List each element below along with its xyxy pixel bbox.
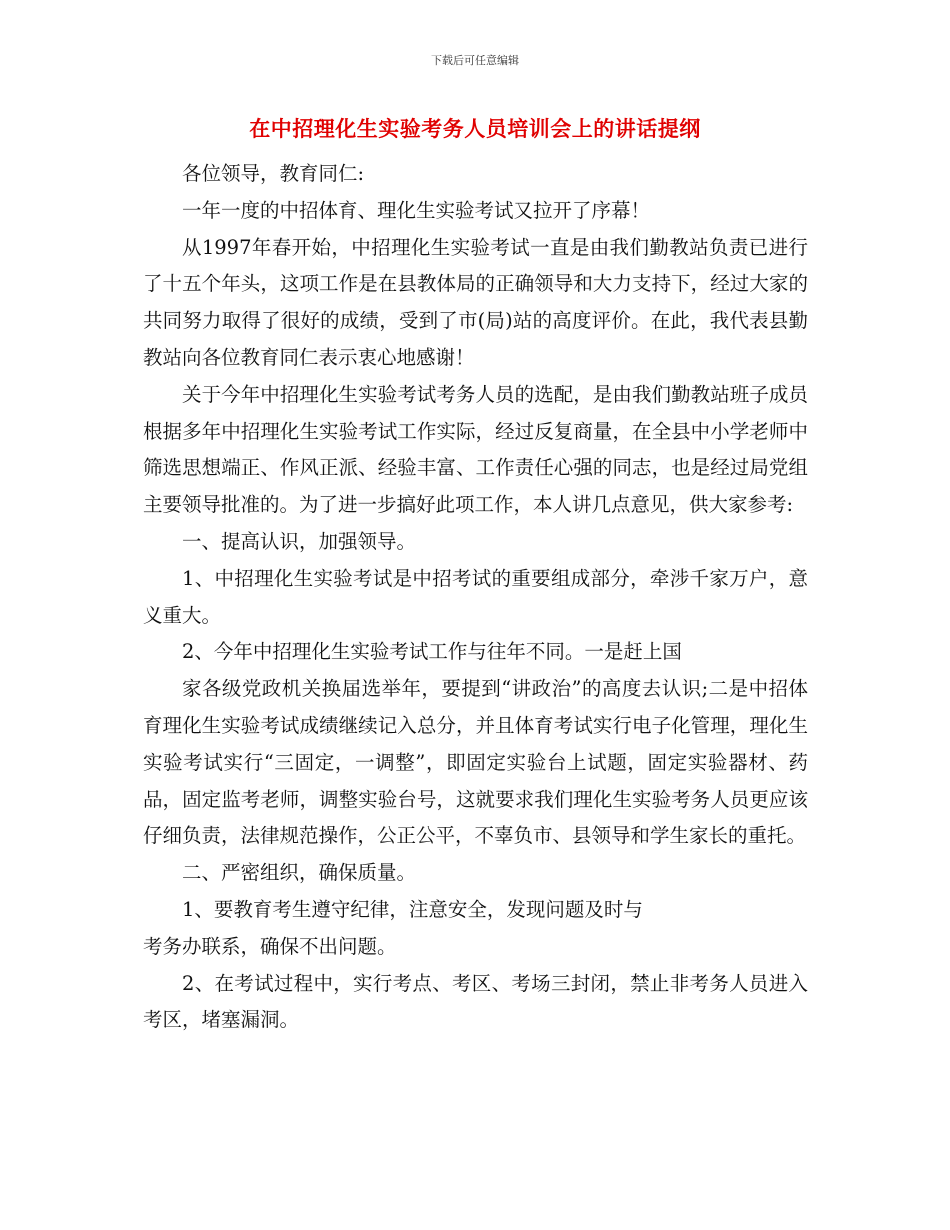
section-heading-1: 一、提高认识，加强领导。 (182, 529, 417, 553)
header-note: 下载后可任意编辑 (431, 54, 519, 67)
paragraph-opening: 一年一度的中招体育、理化生实验考试又拉开了序幕！ (182, 198, 651, 222)
paragraph-point-1-2-continued: 家各级党政机关换届选举年，要提到“讲政治”的高度去认识;二是中招体育理化生实验考试成绩继续记入总分，并且体育考试实行电子化管理，理化生实验考试实行“三固定，一调整”，即固定实验台上试题，固定实验器材、药品，固定监考老师，调整实验台号，这就要求我们理化生实验考务人员更应该仔细负责，法律规范操作，公正公平，不辜负市、县领导和学生家长的重托。 (143, 677, 808, 848)
paragraph-point-1-1: 1、中招理化生实验考试是中招考试的重要组成部分，牵涉千家万户，意义重大。 (143, 566, 808, 627)
document-body (143, 156, 808, 1039)
document-title: 在中招理化生实验考务人员培训会上的讲话提纲 (249, 116, 701, 141)
section-heading-2: 二、严密组织，确保质量。 (182, 861, 417, 885)
paragraph-point-1-2-start: 2、今年中招理化生实验考试工作与往年不同。一是赶上国 (182, 640, 682, 664)
paragraph-point-2-1-continued: 考务办联系，确保不出问题。 (143, 934, 397, 958)
paragraph-point-2-1-start: 1、要教育考生遵守纪律，注意安全，发现问题及时与 (182, 897, 643, 921)
paragraph-point-2-2: 2、在考试过程中，实行考点、考区、考场三封闭，禁止非考务人员进入考区，堵塞漏洞。 (143, 971, 808, 1032)
paragraph-staff-selection: 关于今年中招理化生实验考试考务人员的选配，是由我们勤教站班子成员根据多年中招理化生实验考试工作实际，经过反复商量，在全县中小学老师中筛选思想端正、作风正派、经验丰富、工作责任心强的同志，也是经过局党组主要领导批准的。为了进一步搞好此项工作，本人讲几点意见，供大家参考: (143, 382, 808, 517)
paragraph-salutation: 各位领导，教育同仁: (182, 162, 365, 185)
paragraph-history: 从1997年春开始，中招理化生实验考试一直是由我们勤教站负责已进行了十五个年头，这项工作是在县教体局的正确领导和大力支持下，经过大家的共同努力取得了很好的成绩，受到了市(局)站的高度评价。在此，我代表县勤教站向各位教育同仁表示衷心地感谢！ (143, 235, 808, 369)
